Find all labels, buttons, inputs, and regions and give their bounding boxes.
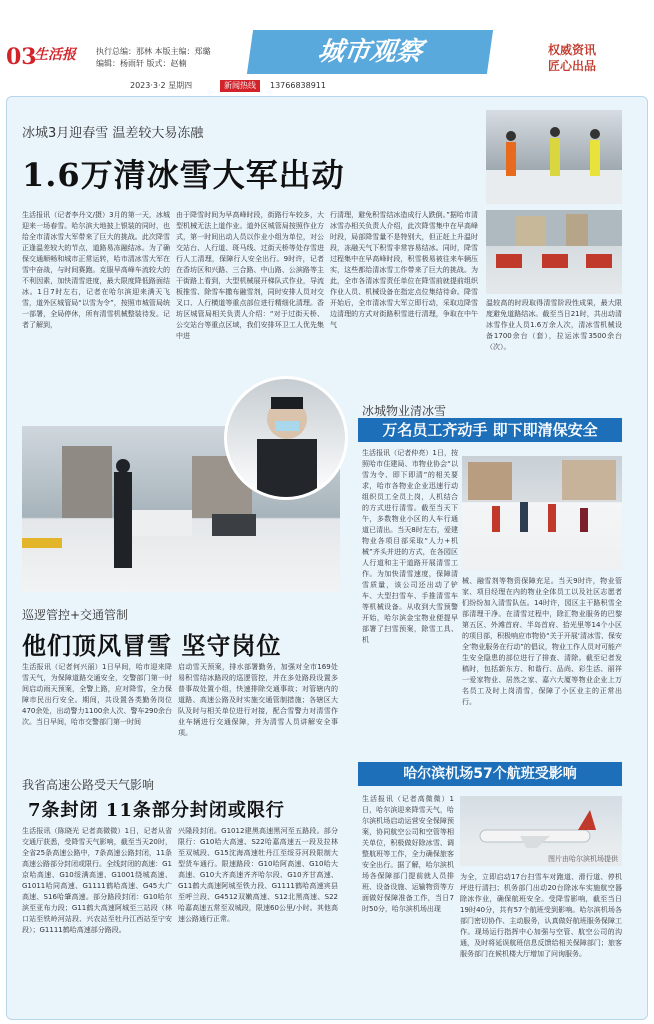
story1-col3: 行清理，避免积雪结冰造成行人跌倒。”据哈市清冰雪办相关负责人介绍，此次降雪集中在早高峰时段，局部降雪量不是特别大，但正赶上升温时段，冻融天气下积雪非常容易结冰。同时，降雪过程集中在早高峰时段，积雪极易被往来车辆压实，这些都给清冰雪工作带来了巨大的挑战。为此，全市各清冰雪责任单位在降雪前就提前组织作业人员、机械设备在指定点位集结待命。降雪开始后，全市清冰雪大军立即行动，采取边降雪边清理的方式对街路积雪进行清理，争取在中午气 bbox=[330, 211, 478, 329]
story1-col1: 生活报讯（记者李丹文/摄）3月的第一天，冰城迎来一场春雪。哈尔滨大地披上银装的同时，也给全市清冰雪大军带来了巨大的挑战。此次降雪正逢温差较大的节点，道路易冻融结冰。为了确保交通顺畅和城市正常运转，哈市清冰雪大军在雪中奋战，与时间赛跑。克服早高峰车流较大的不利因素，加快清雪进度，最大限度降低路面结冰。1日7时左右，记者在哈尔滨迎来满天飞雪，道外区城管局“以雪为令”，按照市城管局统一部署，全局停休，所有清雪机械整装待发。记者了解到， bbox=[22, 211, 170, 329]
slogan-line-1: 权威资讯 bbox=[548, 43, 597, 57]
snowplows-photo bbox=[486, 210, 622, 294]
snow-workers-illustration bbox=[486, 110, 622, 204]
story1-col2: 由于降雪时间为早高峰时段，街路行车较多，大型机械无法上道作业。道外区城管局按照作业方式，第一时间出动人员以作业小组为单位，对公交站台、人行道、斑马线、过街天桥等处存雪进行人工清理，保障行人安全出行。9时许，记者在香坊区和兴路、三合路、中山路、公滨路等主干街路上看到，大型机械展开梯队式作业，导流板推雪、除雪车撒布融雪剂，同时安排人员对交叉口、人行横道等重点部位进行精细化清理。香坊区城管局相关负责人介绍：“对于过街天桥、公交站台等重点区域，我们安排环卫工人优先集中进 bbox=[176, 211, 324, 340]
story4-col1: 生活报讯（陈晓光 记者高微微）1日，记者从省交通厅获悉，受降雪天气影响，截至当天20时，全省25条高速公路中，7条高速公路封闭，11条高速公路部分封闭或限行。全线封闭的高速：G1京哈高速、G10绥满高速、G1001绕城高速、G1011哈同高速、G1111鹤哈高速、G45大广高速、S16哈肇高速。部分路段封闭：G10哈尔滨至亚布力段；G11鹤大高速阿城至三站段（林口站至铁岭河站段、兴农站至牡丹江西站至宁安段）；G1111鹤哈高速部分路段。 bbox=[22, 827, 172, 934]
page-number: 03 bbox=[6, 44, 37, 70]
story4-kicker: 我省高速公路受天气影响 bbox=[22, 778, 155, 792]
credits-line-2: 编辑：杨雨轩 版式：赵楠 bbox=[96, 59, 187, 68]
property-staff-photo bbox=[462, 456, 622, 570]
story3-kicker: 冰城物业清冰雪 bbox=[362, 404, 447, 418]
property-staff-illustration bbox=[462, 456, 622, 570]
credits-line-1: 执行总编：那林 本版主编：郑璐 bbox=[96, 47, 211, 56]
airport-plane-photo bbox=[460, 796, 622, 866]
story1-col4: 温较高的时段取得清雪阶段性成果，最大限度避免道路结冰。截至当日21时，共出动清冰雪作业人员1.6万余人次，清冰雪机械设备1700余台（套），拉运冰雪3500余台（次）。 bbox=[486, 299, 622, 351]
page-header bbox=[0, 0, 654, 96]
story4-col2: 兴隆段封闭。G1012建黑高速黑河至五路段。部分限行：G10哈大高速、S22哈嘉高速五一段及拉林至双城段、G15沈海高速牡丹江至绥芬河段限制大型货车通行。限速路段：G10哈阿高速、G10哈大高速、G10大齐高速齐齐哈尔段、G10齐甘高速、G11鹤大高速阿城至铁力段、G1111鹤哈高速宾县至呼兰段、G4512双嫩高速、S12北黑高速、S22哈嘉高速五常至双城段，限速60公里/小时。其他高速公路通行正常。 bbox=[178, 827, 338, 923]
slogan bbox=[548, 42, 596, 74]
hotline-number: 13766838911 bbox=[270, 81, 326, 90]
story5-col2: 为全，立即启动17台扫雪车对跑道、滑行道、停机坪进行清扫；机务部门出动20台除冰车实施航空器除冰作业，确保航班安全。受降雪影响，截至当日19时40分，共有57个航班受到影响。哈尔滨机场各部门密切协作、主动服务，认真做好航班服务保障工作。现场运行指挥中心加强与空管、航空公司的沟通，及时将延误航班信息反馈给相关保障部门；旅客服务部门在候机楼大厅增加了问询服务。 bbox=[460, 873, 622, 958]
story3-headline: 万名员工齐动手 即下即清保安全 bbox=[358, 418, 622, 442]
story2-col1: 生活报讯（记者何兴丽）1日早间，哈市迎来降雪天气，为保障道路交通安全，交警部门第一时间启动雨天预案，全警上路，应对降雪，全力保障市民出行安全。期间，共设置各类勤务岗位470余处，出动警力1100余人次、警车290余台次。当日早间，哈市交警部门第一时间 bbox=[22, 663, 172, 726]
issue-date: 2023·3·2 星期四 bbox=[130, 81, 193, 90]
officer-closeup-illustration bbox=[227, 379, 345, 497]
story5-headline: 哈尔滨机场57个航班受影响 bbox=[358, 762, 622, 786]
slogan-line-2: 匠心出品 bbox=[548, 59, 597, 73]
story3-col1-top: 生活报讯（记者仲亮）1日，按照哈市住建局、市物业协会“以雪为令、即下即清”的相关要求，哈市各物业企业迅速行动组织员工全员上岗，人机结合的方式进行清雪。截至当天下午，多数物业小区的人车行通道已清出。当天8时左右，爱建物业各项目部采取“人力+机械”齐头并进的方式，在各园区人行道和主干道路开展清雪工作。为加快清雪速度，保障清雪质量，该公司还出动了铲车、大型扫雪车、手推清雪车等机械设备。从收到大雪预警开始，哈尔滨金宝物业便提早部署了扫雪预案，除雪工具、机 bbox=[362, 449, 458, 644]
story2-col2: 启动雪天预案，排水部署勤务，加强对全市169处易积雪结冰路段的巡逻管控，并在多处路段设置多普事故处置小组，快速排除交通事故；对管辖内的道路、高速公路及时实施交通管制措施；各辖区大队及时与相关单位进行对接，配合雪警力对清雪作业车辆进行交通保障，并为清雪人员讲解安全事项。 bbox=[178, 663, 338, 737]
story2-kicker: 巡逻管控+交通管制 bbox=[22, 608, 129, 622]
snow-workers-photo bbox=[486, 110, 622, 204]
story3-col2: 械、融雪剂等物资保障充足。当天9时许，物业管家、项目经理在内的物业全体员工以及社区志愿者们纷纷加入清雪队伍。14时许，园区主干路积雪全部清理干净。在清雪过程中，除汇物业服务的巴黎第五区、外滩首府、半岛首府、拾光里等14个小区的项目部，积极响应市物协“关于开展‘清冰雪、保安全’物业服务在行动”的倡议，物业工作人员对可能产生安全隐患的部位进行了排查、清除。截至记者发稿时，包括新东方、和谐行、品尚、彩生活、丽祥一爱家物业、居然之家、嘉六大厦等物业企业上万名员工及时上岗清雪，保障了小区业主的正常出行。 bbox=[462, 577, 622, 706]
story1-headline: 1.6万清冰雪大军出动 bbox=[22, 156, 345, 194]
story1-kicker: 冰城3月迎春雪 温差较大易冻融 bbox=[22, 126, 204, 141]
snowplows-illustration bbox=[486, 210, 622, 294]
hotline-label: 新闻热线 bbox=[220, 80, 260, 92]
story5-col1: 生活报讯（记者高微微）1日，哈尔滨迎来降雪天气，哈尔滨机场启动运营安全保障预案，协同航空公司和空管等相关单位，积极做好除冰雪、调整航班等工作，全力确保旅客安全出行。据了解，哈尔滨机场各保障部门提前就人员排班、设备设施、运输物资等方面做好保障准备工作，当日7时50分，哈尔滨机场出现 bbox=[362, 795, 454, 913]
section-title: 城市观察 bbox=[247, 30, 493, 74]
story4-headline: 7条封闭 11条部分封闭或限行 bbox=[28, 800, 285, 821]
officer-closeup-photo bbox=[224, 376, 348, 500]
paper-name: 生活报 bbox=[34, 47, 76, 63]
credits bbox=[96, 46, 211, 70]
airport-photo-caption: 图片由哈尔滨机场提供 bbox=[548, 855, 618, 863]
story2-headline: 他们顶风冒雪 坚守岗位 bbox=[22, 631, 282, 660]
